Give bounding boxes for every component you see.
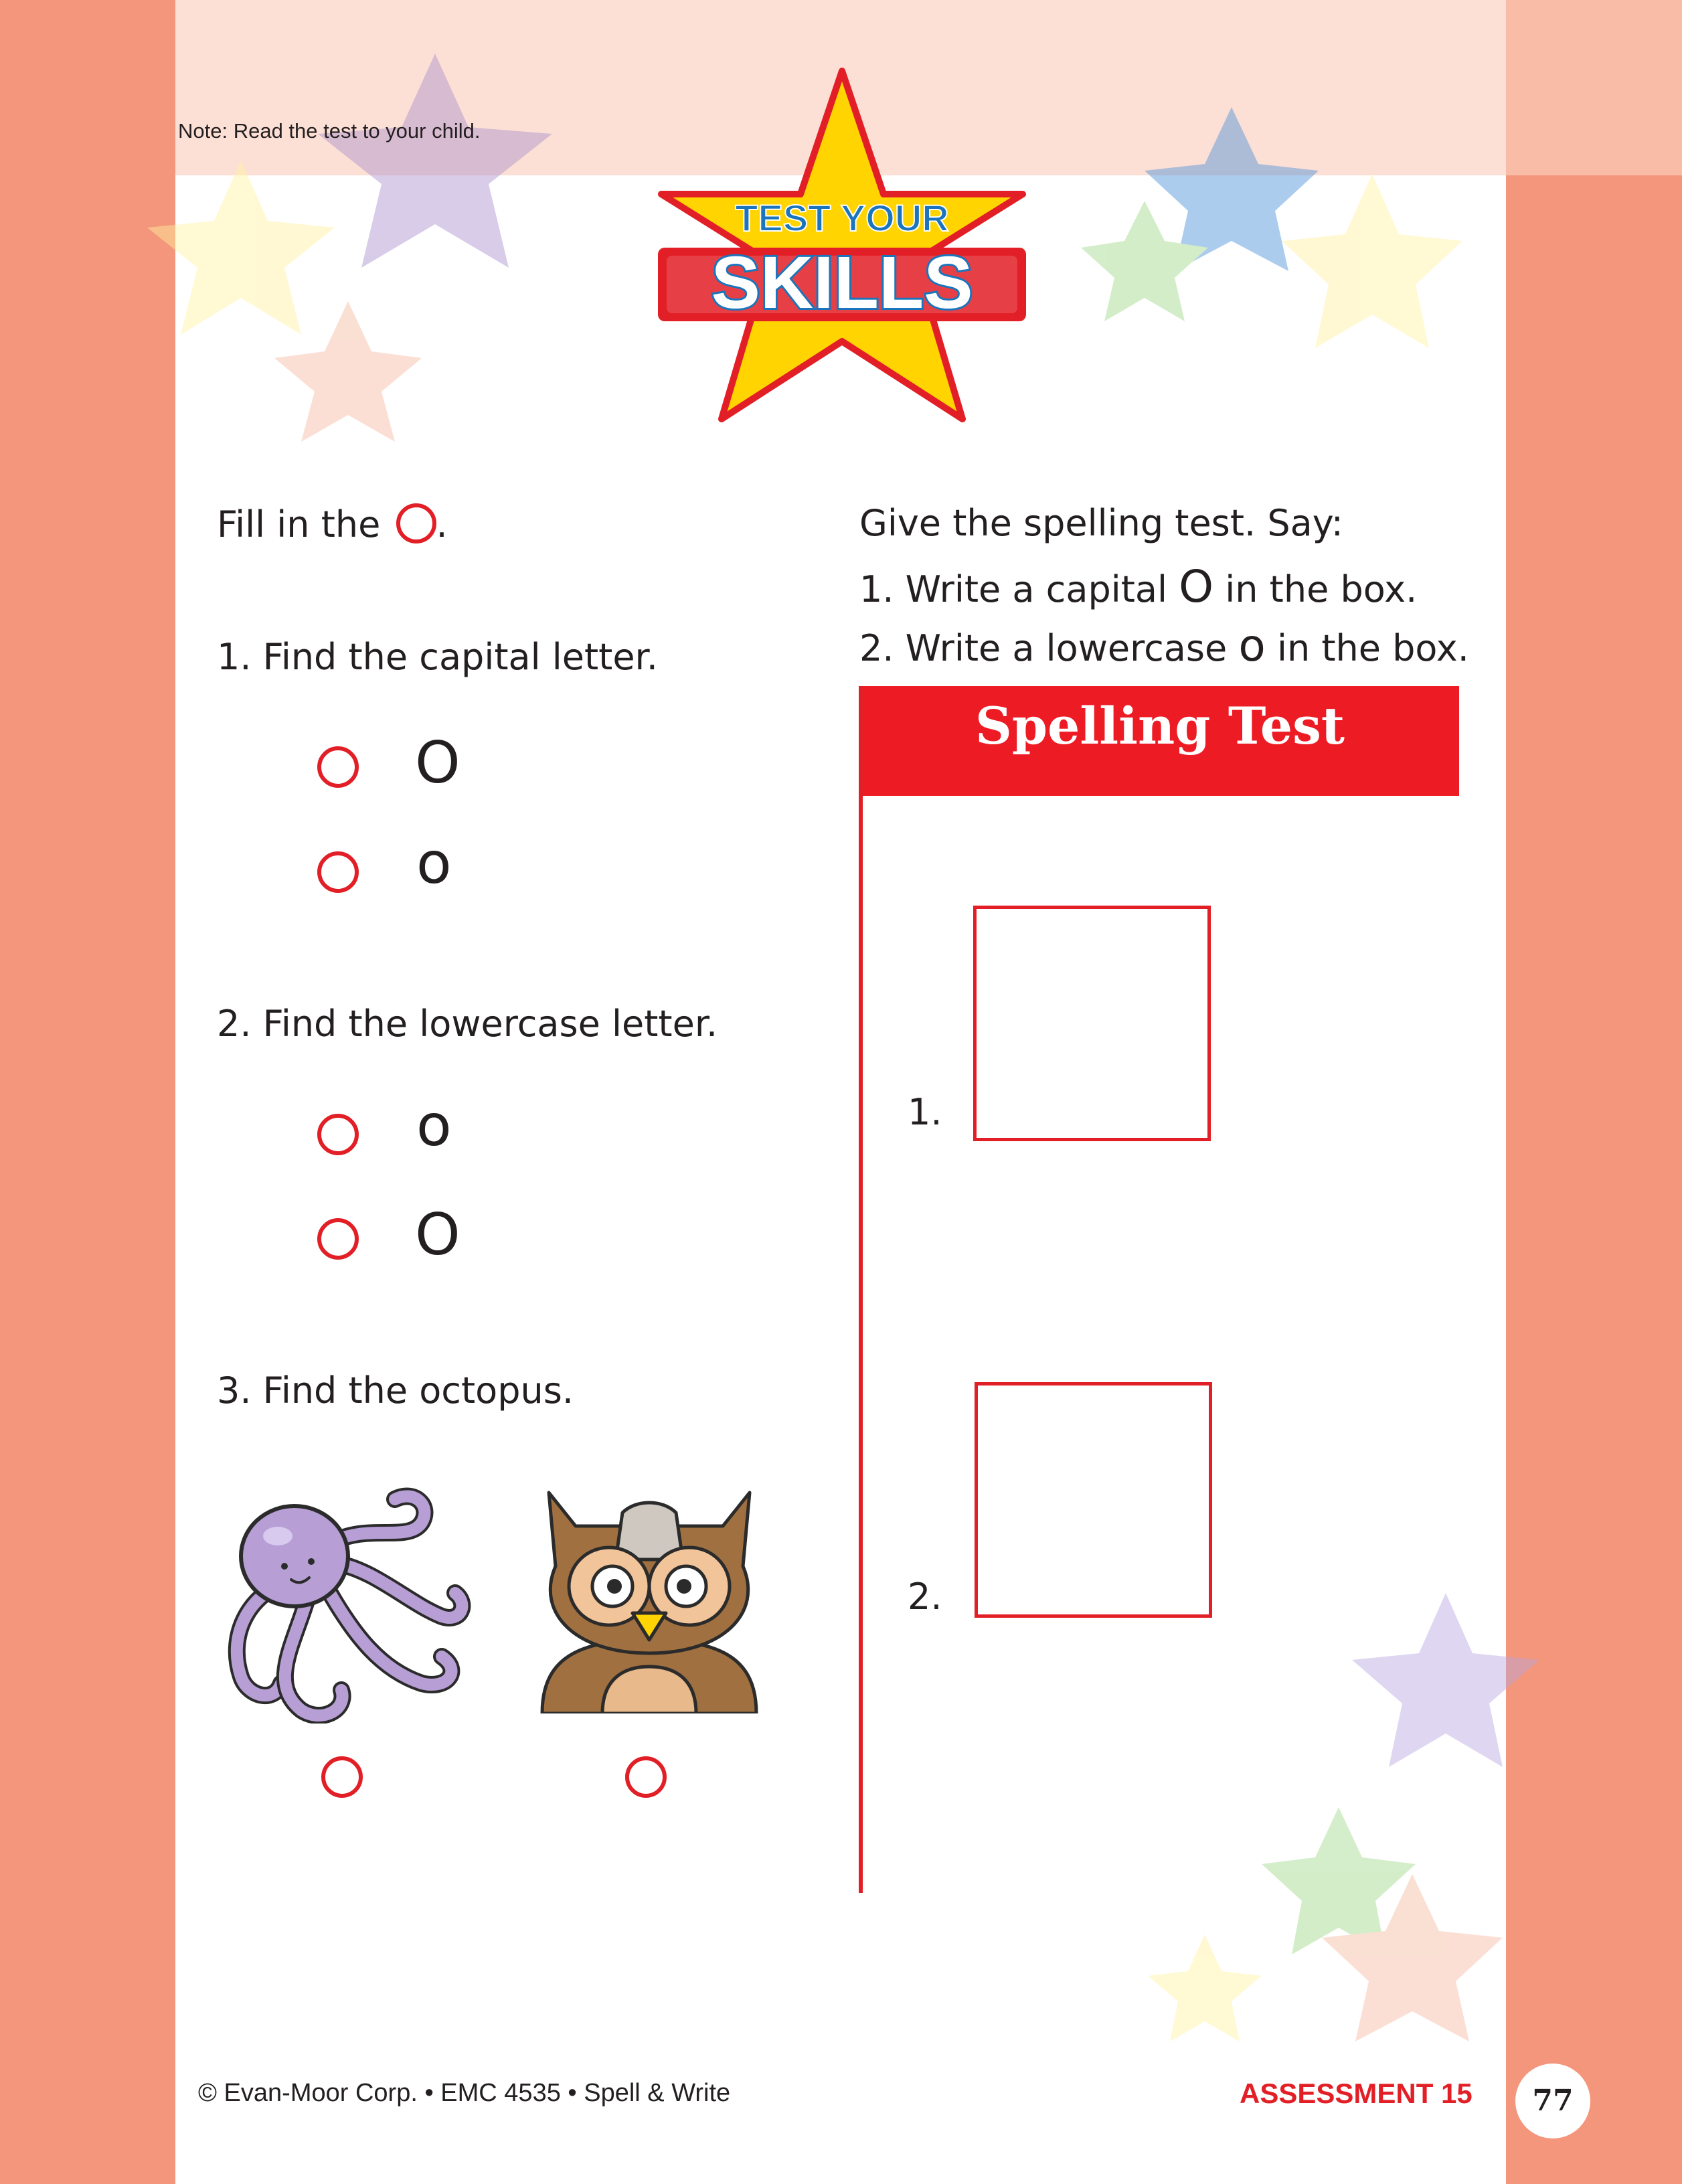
footer-credit: © Evan-Moor Corp. • EMC 4535 • Spell & Write xyxy=(198,2079,731,2107)
box-1-label: 1. xyxy=(908,1091,942,1133)
spelling-answer-box-1[interactable] xyxy=(973,906,1211,1141)
example-bubble-icon xyxy=(396,503,436,543)
q1-option-a: O xyxy=(415,730,460,796)
q1-answer-bubble-b[interactable] xyxy=(317,851,359,893)
spelling-intro: Give the spelling test. Say: xyxy=(859,502,1343,544)
star-yellow-right xyxy=(1282,174,1462,348)
spelling-line-1-post: in the box. xyxy=(1213,568,1418,610)
badge-line2: SKILLS xyxy=(711,242,973,324)
page-number: 77 xyxy=(1515,2064,1590,2138)
question-2-prompt: 2. Find the lowercase letter. xyxy=(217,1003,718,1045)
star-purple-top xyxy=(318,54,552,268)
spelling-line-1 xyxy=(859,561,1417,612)
spelling-line-2-pre: 2. Write a lowercase xyxy=(859,627,1239,669)
assessment-label: ASSESSMENT 15 xyxy=(1240,2078,1473,2109)
q2-answer-bubble-a[interactable] xyxy=(317,1114,359,1155)
box-2-label: 2. xyxy=(908,1576,942,1618)
q2-answer-bubble-b[interactable] xyxy=(317,1218,359,1260)
spelling-line-2 xyxy=(859,620,1469,671)
spelling-line-1-letter: O xyxy=(1179,561,1214,612)
q2-option-b: O xyxy=(415,1201,460,1268)
parent-note: Note: Read the test to your child. xyxy=(178,119,481,143)
q3-answer-bubble-a[interactable] xyxy=(321,1756,363,1798)
badge-line1: TEST YOUR xyxy=(735,197,949,239)
star-yellow-bottom xyxy=(1148,1934,1262,2041)
test-your-skills-badge xyxy=(655,67,1029,424)
fill-instruction-period: . xyxy=(436,503,448,545)
octopus-picture xyxy=(221,1483,475,1724)
fill-instruction-text: Fill in the xyxy=(217,503,381,545)
spelling-answer-box-2[interactable] xyxy=(975,1382,1212,1618)
question-1-prompt: 1. Find the capital letter. xyxy=(217,636,658,678)
question-3-prompt: 3. Find the octopus. xyxy=(217,1369,574,1412)
star-yellow-left xyxy=(147,161,335,335)
owl-picture xyxy=(522,1486,776,1713)
q1-answer-bubble-a[interactable] xyxy=(317,746,359,788)
fill-instruction xyxy=(217,503,448,545)
q2-option-a: o xyxy=(416,1092,452,1159)
spelling-line-2-post: in the box. xyxy=(1265,627,1469,669)
spelling-line-2-letter: o xyxy=(1238,620,1266,671)
spelling-test-title: Spelling Test xyxy=(975,696,1345,756)
spelling-line-1-pre: 1. Write a capital xyxy=(859,568,1179,610)
q1-option-b: o xyxy=(416,830,452,897)
q3-answer-bubble-b[interactable] xyxy=(625,1756,667,1798)
spelling-test-divider xyxy=(859,686,863,1893)
star-purple-bottom xyxy=(1352,1593,1539,1767)
